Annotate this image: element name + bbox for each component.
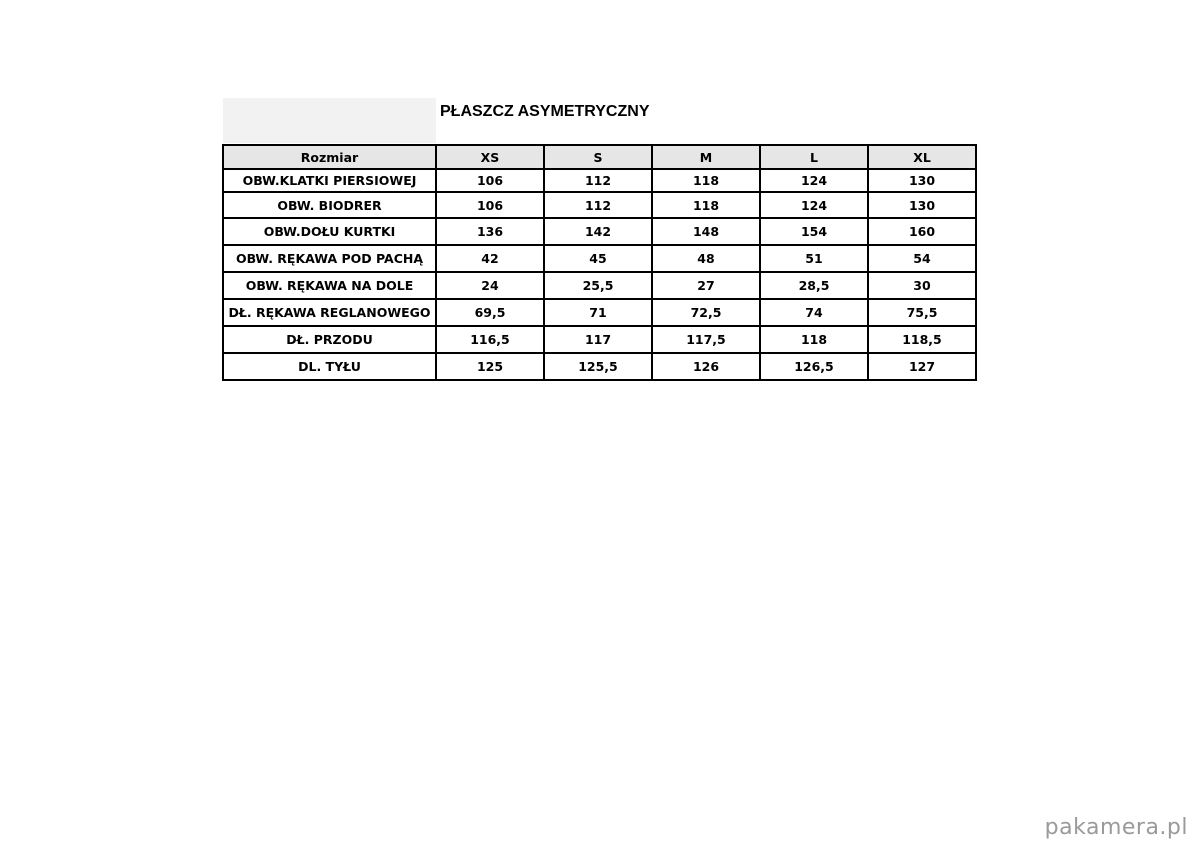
title-background-cell <box>223 98 436 143</box>
table-cell: 48 <box>652 245 760 272</box>
table-cell: 71 <box>544 299 652 326</box>
table-row <box>223 218 976 245</box>
table-cell: 72,5 <box>652 299 760 326</box>
table-cell: 74 <box>760 299 868 326</box>
table-cell: 51 <box>760 245 868 272</box>
table-cell: 28,5 <box>760 272 868 299</box>
header-cell-xs: XS <box>436 145 544 169</box>
table-cell: 112 <box>544 169 652 192</box>
table-cell: 127 <box>868 353 976 380</box>
table-cell: 124 <box>760 169 868 192</box>
row-label: OBW.DOŁU KURTKI <box>223 218 436 245</box>
row-label: OBW. RĘKAWA POD PACHĄ <box>223 245 436 272</box>
table-cell: 30 <box>868 272 976 299</box>
header-cell-l: L <box>760 145 868 169</box>
table-cell: 117,5 <box>652 326 760 353</box>
table-cell: 136 <box>436 218 544 245</box>
table-row <box>223 326 976 353</box>
table-cell: 75,5 <box>868 299 976 326</box>
row-label: OBW.KLATKI PIERSIOWEJ <box>223 169 436 192</box>
watermark-logo: pakamera.pl <box>1044 815 1188 840</box>
table-cell: 125,5 <box>544 353 652 380</box>
header-cell-size-label: Rozmiar <box>223 145 436 169</box>
table-cell: 118 <box>760 326 868 353</box>
table-cell: 118,5 <box>868 326 976 353</box>
table-header-row <box>223 145 976 169</box>
table-cell: 112 <box>544 192 652 218</box>
header-cell-m: M <box>652 145 760 169</box>
table-row <box>223 169 976 192</box>
header-cell-xl: XL <box>868 145 976 169</box>
table-cell: 124 <box>760 192 868 218</box>
table-cell: 106 <box>436 192 544 218</box>
table-row <box>223 272 976 299</box>
table-cell: 130 <box>868 169 976 192</box>
table-cell: 148 <box>652 218 760 245</box>
row-label: DŁ. PRZODU <box>223 326 436 353</box>
table-cell: 118 <box>652 192 760 218</box>
header-cell-s: S <box>544 145 652 169</box>
row-label: DŁ. RĘKAWA REGLANOWEGO <box>223 299 436 326</box>
row-label: OBW. RĘKAWA NA DOLE <box>223 272 436 299</box>
table-cell: 27 <box>652 272 760 299</box>
table-row <box>223 192 976 218</box>
table-cell: 126 <box>652 353 760 380</box>
table-cell: 142 <box>544 218 652 245</box>
table-cell: 42 <box>436 245 544 272</box>
table-cell: 117 <box>544 326 652 353</box>
table-cell: 126,5 <box>760 353 868 380</box>
size-chart-table <box>222 144 977 381</box>
table-cell: 125 <box>436 353 544 380</box>
table-row <box>223 245 976 272</box>
table-cell: 25,5 <box>544 272 652 299</box>
row-label: DL. TYŁU <box>223 353 436 380</box>
table-cell: 24 <box>436 272 544 299</box>
table-cell: 130 <box>868 192 976 218</box>
row-label: OBW. BIODRER <box>223 192 436 218</box>
table-cell: 69,5 <box>436 299 544 326</box>
table-row <box>223 299 976 326</box>
table-row <box>223 353 976 380</box>
table-cell: 106 <box>436 169 544 192</box>
table-cell: 116,5 <box>436 326 544 353</box>
table-cell: 154 <box>760 218 868 245</box>
table-cell: 54 <box>868 245 976 272</box>
table-cell: 160 <box>868 218 976 245</box>
table-cell: 118 <box>652 169 760 192</box>
page-title: PŁASZCZ ASYMETRYCZNY <box>440 103 650 120</box>
table-cell: 45 <box>544 245 652 272</box>
